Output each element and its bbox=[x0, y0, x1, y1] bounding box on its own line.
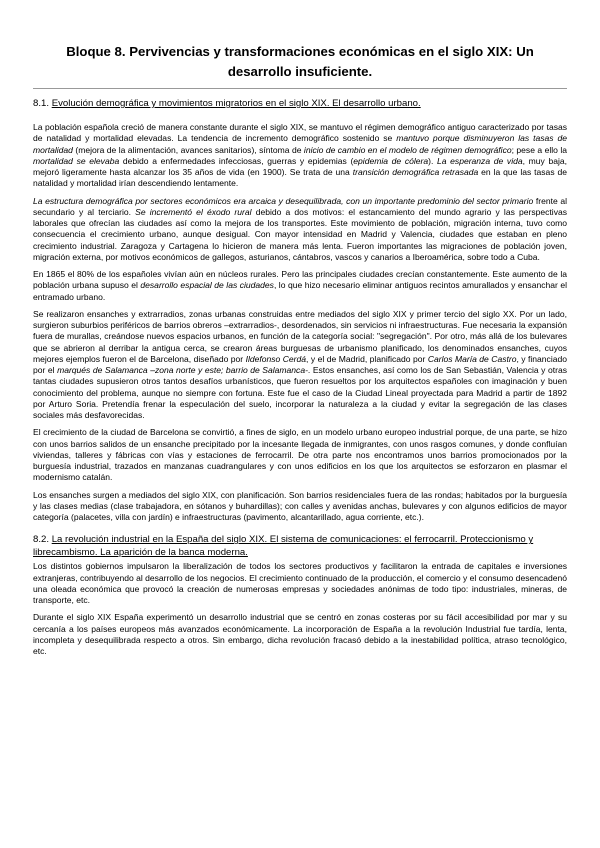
section-1-paragraph-3: En 1865 el 80% de los españoles vivían aún en núcleos rurales. Pero las principales ciudades crecían constantemente. Este aumento de la población urbana supuso el desarrollo espacial de las ciudades, lo que hizo necesario eliminar antiguos recintos amurallados y ensanchar el entramado urbano. bbox=[33, 269, 567, 302]
section-2-title: La revolución industrial en la España del siglo XIX. El sistema de comunicaciones: el ferrocarril. Proteccionismo y librecambismo. La aparición de la banca moderna. bbox=[33, 534, 534, 559]
section-2-heading bbox=[33, 533, 567, 559]
section-1-paragraph-2: La estructura demográfica por sectores económicos era arcaica y desequilibrada, con un importante predominio del sector primario frente al secundario y al terciario. Se incrementó el éxodo rural debido a dos motivos: el estancamiento del mundo agrario y las perspectivas laborales que ofrecían las ciudades así como la mejora de los transportes. Este movimiento de población, migración interna, tuvo como consecuencia el crecimiento urbano, aunque desigual. Con mayor intensidad en Madrid y Valencia, ciudades que estaban en pleno crecimiento industrial. Zaragoza y Cartagena lo hicieron de manera más lenta. Fueron importantes las migraciones de población joven, migración externa, por motivos económicos de gallegos, asturianos, cántabros, vascos y canarios a Iberoamérica, sobre todo a Cuba. bbox=[33, 195, 567, 262]
section-1-heading bbox=[33, 97, 567, 110]
section-2-number: 8.2. bbox=[33, 534, 50, 546]
section-2-paragraph-1: Los distintos gobiernos impulsaron la liberalización de todos los sectores productivos y facilitaron la entrada de capitales e inversiones extranjeras, contribuyendo al desarrollo de los negocios. El crecimiento continuado de la producción, el comercio y el consumo desencadenó una oleada económica que provocó la creación de numerosas empresas y sociedades anónimas de todo tipo: industriales, mineras, de transporte, etc. bbox=[33, 561, 568, 605]
section-1-number: 8.1. bbox=[33, 98, 50, 109]
document-body bbox=[33, 97, 567, 663]
section-1-paragraph-5: El crecimiento de la ciudad de Barcelona se convirtió, a fines de siglo, en un modelo urbano europeo industrial porque, de una parte, se hizo con unos barrios salidos de un ensanche precipitado por la incesante llegada de inmigrantes, con unos rasgos comunes, y donde confluían viviendas, talleres y fábricas con vías y estaciones de ferrocarril. De otra parte nos encontramos unos barrios promocionados por la burguesía industrial, trazados en manzanas cuadrangulares y con unos edificios en los que los arquitectos se esforzaron en plasmar el modernismo catalán. bbox=[33, 427, 567, 483]
title-divider bbox=[33, 88, 567, 89]
document-title: Bloque 8. Pervivencias y transformaciones económicas en el siglo XIX: Un desarrollo insuficiente. bbox=[66, 44, 534, 79]
section-1-paragraph-1: La población española creció de manera constante durante el siglo XIX, se mantuvo el régimen demográfico antiguo caracterizado por tasas de natalidad y mortalidad elevadas. La tendencia de incremento demográfico sostenido se mantuvo porque disminuyeron las tasas de mortalidad (mejora de la alimentación, avances sanitarios), síntoma de inicio de cambio en el modelo de régimen demográfico; pese a ello la mortalidad se elevaba debido a enfermedades infecciosas, guerras y epidemias (epidemia de cólera). La esperanza de vida, muy baja, mejoró ligeramente hasta alcanzar los 35 años de vida (en 1900). Se trata de una transición demográfica retrasada en la que las tasas de natalidad y mortalidad irían descendiendo lentamente. bbox=[33, 122, 568, 189]
section-1-title: Evolución demográfica y movimientos migratorios en el siglo XIX. El desarrollo urbano. bbox=[51, 98, 421, 109]
section-2-paragraph-2: Durante el siglo XIX España experimentó un desarrollo industrial que se centró en zonas costeras por su fácil accesibilidad por mar y su cercanía a los países europeos más avanzados económicamente. La incorporación de España a la revolución Industrial fue tardía, lenta, incompleta y desequilibrada respecto a otros. Sin embargo, dicha revolución fracasó debido a la inestabilidad política, atraso tecnológico, etc. bbox=[33, 612, 567, 656]
section-1-paragraph-6: Los ensanches surgen a mediados del siglo XIX, con planificación. Son barrios residenciales fuera de las rondas; habitados por la burguesía y las clases medias (clase trabajadora, en sótanos y buhardillas); con calles y avenidas anchas, bulevares y con algunos edificios de mayor categoría (palacetes, villa con jardín) e infraestructuras (pavimento, alcantarillado, agua corriente, etc.). bbox=[33, 489, 567, 522]
section-1-paragraph-4: Se realizaron ensanches y extrarradios, zonas urbanas construidas entre mediados del siglo XIX y primer tercio del siglo XX. Por un lado, surgieron suburbios periféricos de barrios obreros –extrarradios-, desordenados, sin servicios ni infraestructuras. Fue necesaria la expansión fuera de murallas, creándose nuevos espacios urbanos, en función de la categoría social: "segregación". Por otro, más allá de los bulevares que se abrieron al derribar la antigua cerca, se crearon áreas burguesas de urbanismo planificado, los denominados ensanches, cuyos mejores ejemplos fueron el de Barcelona, diseñado por Ildefonso Cerdá, y el de Madrid, planificado por Carlos María de Castro, y financiado por el marqués de Salamanca –zona norte y este; barrio de Salamanca-. Estos ensanches, así como los de San Sebastián, Valencia y otras tantas ciudades supusieron otros tantos desafíos urbanísticos, que fueron resueltos por los arquitectos españoles con imaginación y buen conocimiento del problema, aunque no siempre con fortuna. Este fue el caso de la Ciudad Lineal proyectada para Madrid a partir de 1892 por Arturo Soria. Pretendía frenar la especulación del suelo, incorporar la naturaleza a la ciudad y evitar la segregación de las clases sociales más desfavorecidas. bbox=[33, 308, 567, 420]
